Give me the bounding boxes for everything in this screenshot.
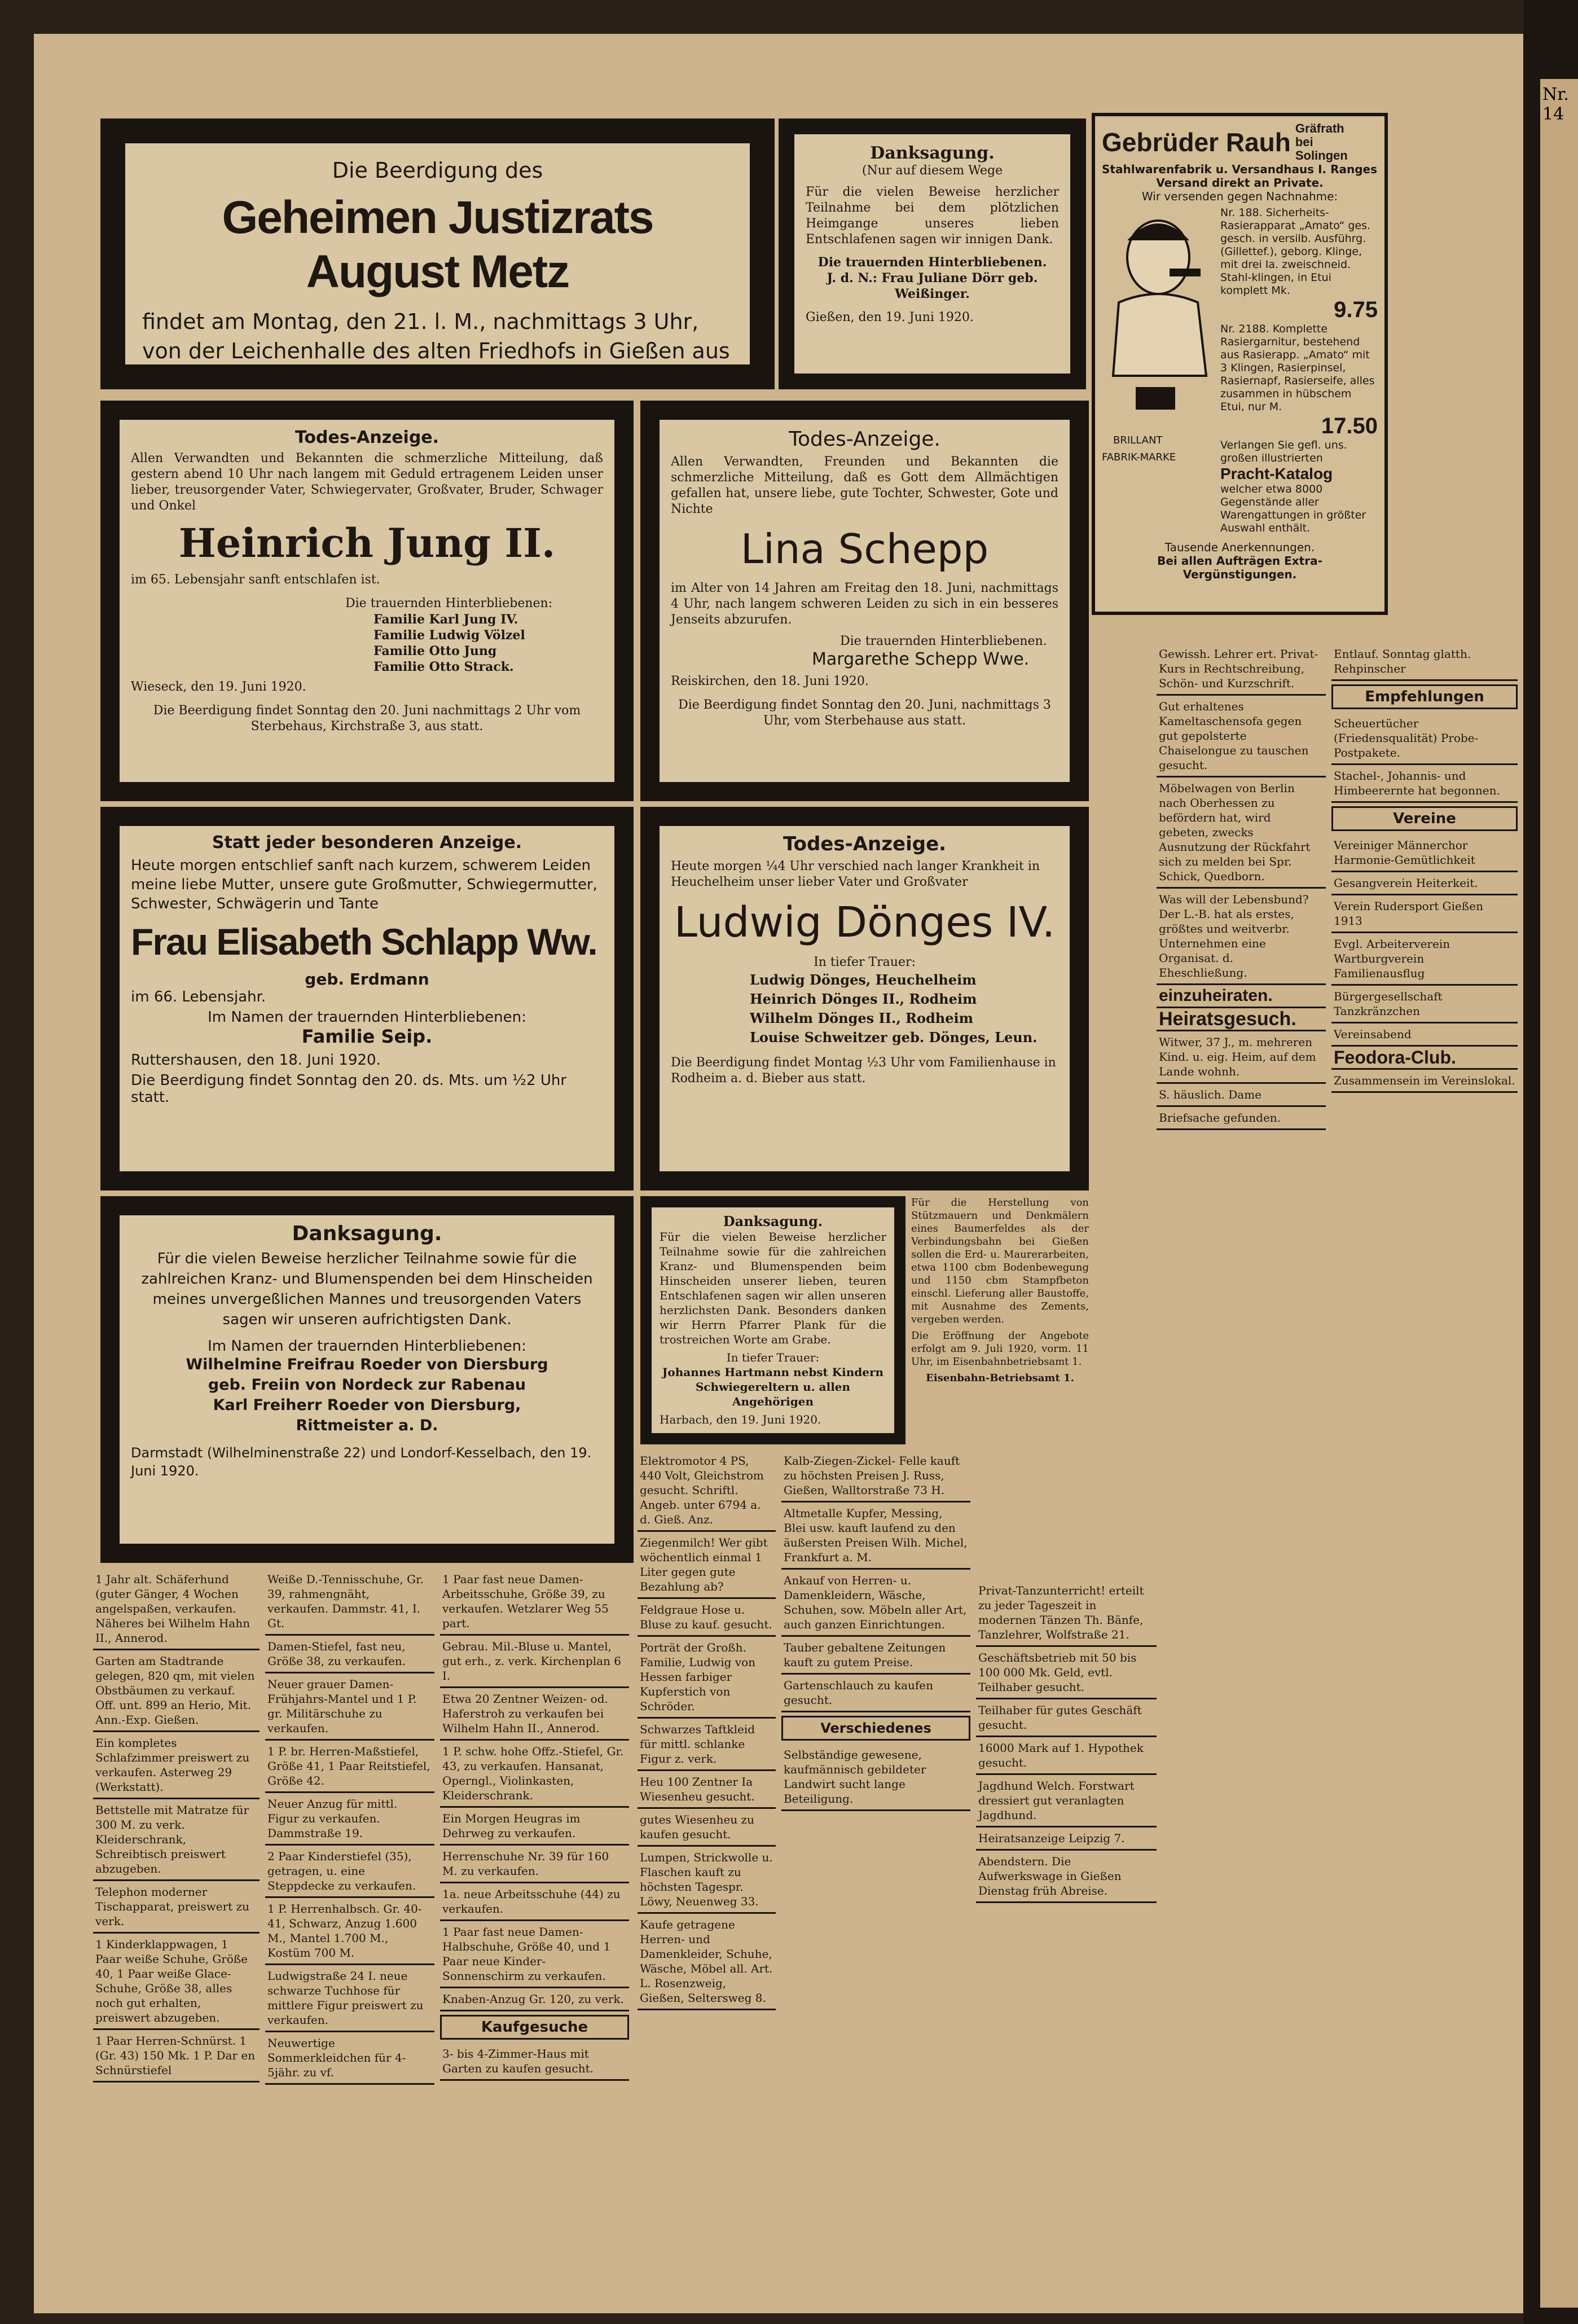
schepp-place: Reiskirchen, den 18. Juni 1920. — [671, 674, 869, 688]
schlapp-mourn: Im Namen der trauernden Hinterbliebenen: — [208, 1009, 526, 1026]
classified-item: 2 Paar Kinderstiefel (35), getragen, u. eine Steppdecke zu verkaufen. — [265, 1846, 434, 1898]
jung-title: Todes-Anzeige. — [294, 428, 439, 447]
rauh-price1: 9.75 — [1334, 297, 1378, 322]
dank1-title: Danksagung. — [870, 143, 995, 163]
classified-item: Kalb-Ziegen-Zickel- Felle kauft zu höchsten Preisen J. Russ, Gießen, Walltorstraße 73 H. — [781, 1450, 970, 1503]
classified-item: Gut erhaltenes Kameltaschensofa gegen gut gepolsterte Chaiselongue zu tauschen gesucht. — [1157, 696, 1326, 777]
classified-item: Abendstern. Die Aufwerkswage in Gießen Dienstag früh Abreise. — [976, 1851, 1157, 1903]
dank1-date: Gießen, den 19. Juni 1920. — [806, 310, 974, 324]
jung-f2: Familie Ludwig Völzel — [373, 628, 525, 643]
classified-item: Neuer Anzug für mittl. Figur zu verkaufen. Dammstraße 19. — [265, 1793, 434, 1846]
rauh-advertisement — [1092, 113, 1388, 615]
classified-item: Knaben-Anzug Gr. 120, zu verk. — [440, 1988, 629, 2011]
donges-name: Ludwig Dönges IV. — [674, 898, 1056, 947]
classified-item: Was will der Lebensbund? Der L.-B. hat als erstes, größtes und weitverbr. Unternehmen eine Organisat. d. Eheschließung. — [1157, 889, 1326, 985]
classified-item: Bürgergesellschaft Tanzkränzchen — [1331, 986, 1518, 1023]
classified-item: Heiratsgesuch. — [1157, 1008, 1326, 1031]
classified-item: Selbständige gewesene, kaufmännisch gebildeter Landwirt sucht lange Beteiligung. — [781, 1744, 970, 1811]
classified-item: 1a. neue Arbeitsschuhe (44) zu verkaufen. — [440, 1883, 629, 1921]
schepp-age: im Alter von 14 Jahren am Freitag den 18. Juni, nachmittags 4 Uhr, nach langem schweren Leiden zu sich in ein besseres Jenseits abzurufen. — [671, 581, 1058, 627]
classified-item: Briefsache gefunden. — [1157, 1107, 1326, 1130]
classified-item: Ludwigstraße 24 I. neue schwarze Tuchhose für mittlere Figur preiswert zu verkaufen. — [265, 1965, 434, 2032]
rauh-line2: Versand direkt an Private. — [1156, 176, 1324, 190]
classified-item: 1 P. schw. hohe Offz.-Stiefel, Gr. 43, zu verkaufen. Hansanat, Operngl., Violinkasten, Kleiderschrank. — [440, 1741, 629, 1808]
schlapp-age: im 66. Lebensjahr. — [131, 989, 266, 1005]
kaufgesuche-heading: Kaufgesuche — [440, 2015, 629, 2040]
classified-item: Geschäftsbetrieb mit 50 bis 100 000 Mk. Geld, evtl. Teilhaber gesucht. — [976, 1647, 1157, 1699]
roeder-title: Danksagung. — [292, 1222, 442, 1245]
jung-f3: Familie Otto Jung — [373, 644, 497, 658]
schlapp-born: geb. Erdmann — [305, 970, 429, 989]
classified-item: 1 Paar Herren-Schnürst. 1 (Gr. 43) 150 Mk. 1 P. Dar en Schnürstiefel — [93, 2030, 260, 2083]
roeder-n2: geb. Freiin von Nordeck zur Rabenau — [208, 1376, 526, 1394]
classified-item: Stachel-, Johannis- und Himbeerernte hat begonnen. — [1331, 765, 1518, 803]
classified-item: einzuheiraten. — [1157, 985, 1326, 1008]
classified-item: Ein Morgen Heugras im Dehrweg zu verkaufen. — [440, 1808, 629, 1846]
classified-item: Neuer grauer Damen-Frühjahrs-Mantel und 1 P. gr. Militärschuhe zu verkaufen. — [265, 1673, 434, 1741]
dank1-body: Für die vielen Beweise herzlicher Teilnahme bei dem plötzlichen Heimgange unseres lieben Entschlafenen sagen wir innigen Dank. — [806, 185, 1059, 247]
rauh-line3: Wir versenden gegen Nachnahme: — [1141, 190, 1338, 203]
classified-column-1 — [93, 1569, 260, 2308]
classified-item: Altmetalle Kupfer, Messing, Blei usw. kauft laufend zu den äußersten Preisen Wilh. Michel, Frankfurt a. M. — [781, 1503, 970, 1570]
classified-item: Ankauf von Herren- u. Damenkleidern, Wäsche, Schuhen, sow. Möbeln aller Art, auch ganzen Einrichtungen. — [781, 1570, 970, 1637]
schepp-name: Lina Schepp — [740, 525, 989, 573]
metz-line1: Die Beerdigung des — [332, 158, 543, 183]
jung-place: Wieseck, den 19. Juni 1920. — [131, 680, 306, 694]
dank2-date: Harbach, den 19. Juni 1920. — [660, 1413, 821, 1426]
rauh-p2: Nr. 2188. Komplette Rasiergarnitur, bestehend aus Rasierapp. „Amato“ mit 3 Klingen, Rasierpinsel, Rasiernapf, Rasierseife, alles zusammen in hübschem Etui, nur M. — [1220, 323, 1375, 413]
classified-item: Zusammensein im Vereinslokal. — [1331, 1070, 1518, 1093]
rauh-price2: 17.50 — [1321, 414, 1378, 438]
next-page-label: Nr. 14 — [1542, 85, 1569, 124]
classified-item: 3- bis 4-Zimmer-Haus mit Garten zu kaufen gesucht. — [440, 2043, 629, 2081]
classified-item: Feldgraue Hose u. Bluse zu kauf. gesucht. — [638, 1599, 776, 1637]
classified-item: Teilhaber für gutes Geschäft gesucht. — [976, 1699, 1157, 1737]
classified-item: Evgl. Arbeiterverein Wartburgverein Familienausflug — [1331, 933, 1518, 986]
classified-item: Porträt der Großh. Familie, Ludwig von Hessen farbiger Kupferstich von Schröder. — [638, 1637, 776, 1719]
roeder-n3: Karl Freiherr Roeder von Diersburg, — [213, 1396, 521, 1414]
jung-burial: Die Beerdigung findet Sonntag den 20. Juni nachmittags 2 Uhr vom Sterbehaus, Kirchstraße 3, aus statt. — [153, 704, 581, 733]
schlapp-burial: Die Beerdigung findet Sonntag den 20. ds. Mts. um ½2 Uhr statt. — [131, 1072, 567, 1106]
classified-column-2 — [265, 1569, 434, 2308]
jung-mourn: Die trauernden Hinterbliebenen: — [345, 596, 553, 610]
verschiedenes-heading: Verschiedenes — [781, 1716, 970, 1741]
classified-item: Vereiniger Männerchor Harmonie-Gemütlichkeit — [1331, 834, 1518, 872]
classified-item: Gartenschlauch zu kaufen gesucht. — [781, 1675, 970, 1712]
rauh-head: Gebrüder Rauh — [1102, 128, 1291, 157]
jung-f1: Familie Karl Jung IV. — [373, 612, 518, 627]
classified-column-6 — [976, 1580, 1157, 2308]
donges-mourn: In tiefer Trauer: — [814, 955, 916, 969]
rauh-p4: Pracht-Katalog — [1220, 465, 1333, 482]
classified-item: 1 P. br. Herren-Maßstiefel, Größe 41, 1 Paar Reitstiefel, Größe 42. — [265, 1741, 434, 1793]
classified-item: Herrenschuhe Nr. 39 für 160 M. zu verkaufen. — [440, 1846, 629, 1883]
schepp-burial: Die Beerdigung findet Sonntag den 20. Juni, nachmittags 3 Uhr, vom Sterbehause aus statt. — [678, 698, 1051, 728]
classified-item: Neuwertige Sommerkleidchen für 4-5jähr. zu vf. — [265, 2032, 434, 2085]
roeder-place: Darmstadt (Wilhelminenstraße 22) und Londorf-Kesselbach, den 19. Juni 1920. — [131, 1445, 592, 1479]
rauh-p1: Nr. 188. Sicherheits-Rasierapparat „Amato“ ges. gesch. in versilb. Ausführg. (Gillettef.), geborg. Klinge, mit drei Ia. zweischneid. Stahl-klingen, in Etui komplett Mk. — [1220, 207, 1371, 297]
rauh-illustration — [1102, 207, 1220, 466]
jung-name: Heinrich Jung II. — [178, 520, 556, 566]
schlapp-place: Ruttershausen, den 18. Juni 1920. — [131, 1052, 381, 1069]
newspaper-page — [34, 34, 1523, 2313]
classified-item: 1 P. Herrenhalbsch. Gr. 40-41, Schwarz, Anzug 1.600 M., Mantel 1.700 M., Kostüm 700 M. — [265, 1898, 434, 1965]
jung-age: im 65. Lebensjahr sanft entschlafen ist. — [131, 573, 380, 587]
classified-item: Gewissh. Lehrer ert. Privat-Kurs in Rechtschreibung, Schön- und Kurzschrift. — [1157, 643, 1326, 696]
schepp-body: Allen Verwandten, Freunden und Bekannten die schmerzliche Mitteilung, daß es Gott dem Allmächtigen gefallen hat, unsere liebe, gute Tochter, Schwester, Gote und Nichte — [671, 455, 1058, 516]
dank2-body: Für die vielen Beweise herzlicher Teilnahme sowie für die zahlreichen Kranz- und Blumenspenden beim Hinscheiden unserer lieben, teuren Entschlafenen sagen wir allen unseren herzlichsten Dank. Besonders danken wir Herrn Pfarrer Plank für die trostreichen Worte am Grabe. — [660, 1230, 886, 1346]
dank2-mourn: In tiefer Trauer: — [726, 1351, 820, 1364]
rauh-brand: BRILLANT — [1113, 434, 1163, 446]
classified-item: Witwer, 37 J., m. mehreren Kind. u. eig. Heim, auf dem Lande wohnh. — [1157, 1031, 1326, 1084]
classified-column-7 — [1157, 643, 1326, 2308]
dank2-title: Danksagung. — [723, 1213, 823, 1229]
todesanzeige-schepp — [640, 401, 1089, 801]
donges-f3: Wilhelm Dönges II., Rodheim — [750, 1010, 974, 1026]
classified-item: Möbelwagen von Berlin nach Oberhessen zu befördern hat, wird gebeten, zwecks Ausnutzung der Rückfahrt sich zu melden bei Spr. Schick, Quedborn. — [1157, 777, 1326, 889]
classified-column-5 — [781, 1450, 970, 2308]
roeder-mourn: Im Namen der trauernden Hinterbliebenen: — [208, 1338, 526, 1355]
dank2-sign: Johannes Hartmann nebst Kindern Schwiegereltern u. allen Angehörigen — [662, 1365, 884, 1408]
classified-item: Bettstelle mit Matratze für 300 M. zu verk. Kleiderschrank, Schreibtisch preiswert abzugeben. — [93, 1799, 260, 1881]
classified-item: Elektromotor 4 PS, 440 Volt, Gleichstrom gesucht. Schriftl. Angeb. unter 6794 a. d. Gieß. Anz. — [638, 1450, 776, 1532]
mid-ad-a2: Die Eröffnung der Angebote erfolgt am 9. Juli 1920, vorm. 11 Uhr, im Eisenbahnbetriebsamt 1. — [911, 1330, 1089, 1368]
empfehlungen-heading: Empfehlungen — [1331, 684, 1518, 709]
classified-item: Gebrau. Mil.-Bluse u. Mantel, gut erh., z. verk. Kirchenplan 6 I. — [440, 1636, 629, 1688]
donges-burial: Die Beerdigung findet Montag ½3 Uhr vom Familienhause in Rodheim a. d. Bieber aus statt. — [671, 1056, 1056, 1086]
dank1-sign: Die trauernden Hinterbliebenen. — [817, 255, 1047, 270]
dank1-sign2: J. d. N.: Frau Juliane Dörr geb. Weißinger. — [827, 271, 1038, 301]
donges-title: Todes-Anzeige. — [783, 833, 947, 855]
danksagung-hartmann — [640, 1196, 906, 1444]
classified-item: Damen-Stiefel, fast neu, Größe 38, zu verkaufen. — [265, 1636, 434, 1673]
classified-item: Vereinsabend — [1331, 1023, 1518, 1047]
classified-item: Feodora-Club. — [1331, 1047, 1518, 1070]
schepp-sign: Margarethe Schepp Wwe. — [812, 649, 1030, 669]
classified-item: Garten am Stadtrande gelegen, 820 qm, mit vielen Obstbäumen zu verkauf. Off. unt. 899 an Herio, Mit. Ann.-Exp. Gießen. — [93, 1650, 260, 1732]
jung-body: Allen Verwandten und Bekannten die schmerzliche Mitteilung, daß gestern abend 10 Uhr nach langem mit Geduld ertragenem Leiden unser lieber, treusorgender Vater, Schwiegervater, Großvater, Bruder, Schwager und Onkel — [131, 451, 603, 513]
mid-ad-a1: Für die Herstellung von Stützmauern und Denkmälern eines Baumerfeldes als der Verbindungsbahn bei Gießen sollen die Erd- u. Maurerarbeiten, etwa 1100 cbm Bodenbewegung und 1150 cbm Stampfbeton einschl. Lieferung aller Baustoffe, mit Ausnahme des Zements, vergeben werden. — [911, 1197, 1089, 1325]
classified-item: gutes Wiesenheu zu kaufen gesucht. — [638, 1809, 776, 1847]
classified-item: Jagdhund Welch. Forstwart dressiert gut veranlagten Jagdhund. — [976, 1775, 1157, 1827]
donges-f4: Louise Schweitzer geb. Dönges, Leun. — [750, 1029, 1038, 1045]
roeder-body: Für die vielen Beweise herzlicher Teilnahme sowie für die zahlreichen Kranz- und Blumenspenden bei dem Hinscheiden meines unvergeßlichen Mannes und treusorgenden Vaters sagen wir unseren aufrichtigsten Dank. — [141, 1250, 593, 1328]
classified-column-3 — [440, 1569, 629, 2308]
classified-column-4 — [638, 1450, 776, 2308]
schlapp-name: Frau Elisabeth Schlapp Ww. — [131, 921, 597, 963]
classified-item: Weiße D.-Tennisschuhe, Gr. 39, rahmengnäht, verkaufen. Dammstr. 41, I. Gt. — [265, 1569, 434, 1636]
donges-f2: Heinrich Dönges II., Rodheim — [750, 991, 977, 1007]
classified-item: Tauber gebaltene Zeitungen kauft zu gutem Preise. — [781, 1637, 970, 1675]
rauh-fabrikmarke: FABRIK-MARKE — [1102, 451, 1176, 463]
classified-item: Heiratsanzeige Leipzig 7. — [976, 1827, 1157, 1851]
vereine-heading: Vereine — [1331, 806, 1518, 831]
schepp-title: Todes-Anzeige. — [789, 428, 940, 451]
classified-item: Schwarzes Taftkleid für mittl. schlanke Figur z. verk. — [638, 1719, 776, 1771]
classified-item: Verein Rudersport Gießen 1913 — [1331, 895, 1518, 933]
classified-item: Ziegenmilch! Wer gibt wöchentlich einmal 1 Liter gegen gute Bezahlung ab? — [638, 1532, 776, 1599]
rauh-p3: Verlangen Sie gefl. uns. großen illustrierten — [1220, 439, 1347, 464]
schlapp-title: Statt jeder besonderen Anzeige. — [212, 833, 522, 853]
rauh-p5: welcher etwa 8000 Gegenstände aller Warengattungen in größter Auswahl enthält. — [1220, 483, 1366, 534]
schepp-mourn: Die trauernden Hinterbliebenen. — [840, 634, 1047, 648]
man-shaving-icon — [1102, 207, 1220, 466]
schlapp-fam: Familie Seip. — [301, 1026, 433, 1047]
classified-item: Etwa 20 Zentner Weizen- od. Haferstroh zu verkaufen bei Wilhelm Hahn II., Annerod. — [440, 1688, 629, 1741]
classified-item: Lumpen, Strickwolle u. Flaschen kauft zu höchsten Tagespr. Löwy, Neuenweg 33. — [638, 1847, 776, 1914]
donges-f1: Ludwig Dönges, Heuchelheim — [750, 972, 977, 988]
classified-item: 1 Paar fast neue Damen-Halbschuhe, Größe 40, und 1 Paar neue Kinder-Sonnenschirm zu verkaufen. — [440, 1921, 629, 1988]
donges-body: Heute morgen ¼4 Uhr verschied nach langer Krankheit in Heuchelheim unser lieber Vater und Großvater — [671, 859, 1040, 889]
classified-item: Gesangverein Heiterkeit. — [1331, 872, 1518, 895]
rauh-head2: Gräfrath bei Solingen — [1295, 121, 1348, 162]
todesanzeige-jung — [100, 401, 634, 801]
rauh-line: Stahlwarenfabrik u. Versandhaus I. Ranges — [1102, 162, 1378, 176]
todesanzeige-schlapp — [100, 807, 634, 1190]
classified-item: 1 Kinderklappwagen, 1 Paar weiße Schuhe, Größe 40, 1 Paar weiße Glace-Schuhe, Größe 38, alles noch gut erhalten, preiswert abzugeben. — [93, 1934, 260, 2030]
metz-announcement — [100, 118, 775, 389]
next-page-edge — [1540, 79, 1578, 2308]
roeder-n4: Rittmeister a. D. — [296, 1417, 438, 1434]
classified-item: 1 Jahr alt. Schäferhund (guter Gänger, 4 Wochen angelspaßen, verkaufen. Näheres bei Wilhelm Hahn II., Annerod. — [93, 1569, 260, 1650]
danksagung-roeder — [100, 1196, 634, 1563]
metz-name: Geheimen Justizrats August Metz — [222, 192, 653, 297]
todesanzeige-donges — [640, 807, 1089, 1190]
classified-item: Ein kompletes Schlafzimmer preiswert zu verkaufen. Asterweg 29 (Werkstatt). — [93, 1732, 260, 1799]
classified-item: Telephon moderner Tischapparat, preiswert zu verk. — [93, 1881, 260, 1934]
rauh-p6: Tausende Anerkennungen. — [1164, 541, 1315, 554]
classified-item: 1 Paar fast neue Damen-Arbeitsschuhe, Größe 39, zu verkaufen. Wetzlarer Weg 55 part. — [440, 1569, 629, 1636]
dank1-sub: (Nur auf diesem Wege — [861, 164, 1003, 178]
classified-item: Privat-Tanzunterricht! erteilt zu jeder Tageszeit in modernen Tänzen Th. Bänfe, Tanzlehrer, Wolfstraße 21. — [976, 1580, 1157, 1647]
mid-ad-a3: Eisenbahn-Betriebsamt 1. — [926, 1372, 1074, 1384]
classified-item: Kaufe getragene Herren- und Damenkleider, Schuhe, Wäsche, Möbel all. Art. L. Rosenzweig, Gießen, Seltersweg 8. — [638, 1914, 776, 2010]
roeder-n1: Wilhelmine Freifrau Roeder von Diersburg — [186, 1356, 548, 1373]
jung-f4: Familie Otto Strack. — [373, 660, 514, 674]
rauh-p7: Bei allen Aufträgen Extra-Vergünstigungen. — [1157, 554, 1322, 581]
metz-body: findet am Montag, den 21. l. M., nachmittags 3 Uhr, von der Leichenhalle des alten Friedhofs in Gießen aus statt. — [142, 309, 730, 389]
classified-item: Heu 100 Zentner Ia Wiesenheu gesucht. — [638, 1771, 776, 1809]
classified-item: 16000 Mark auf 1. Hypothek gesucht. — [976, 1737, 1157, 1775]
classified-column-8 — [1331, 643, 1518, 2308]
classified-item: S. häuslich. Dame — [1157, 1084, 1326, 1107]
schlapp-body: Heute morgen entschlief sanft nach kurzem, schwerem Leiden meine liebe Mutter, unsere gute Großmutter, Schwiegermutter, Schwester, Schwägerin und Tante — [131, 857, 597, 912]
classified-item: Entlauf. Sonntag glatth. Rehpinscher — [1331, 643, 1518, 681]
danksagung-doerr — [779, 118, 1086, 389]
classified-item: Scheuertücher (Friedensqualität) Probe-Postpakete. — [1331, 713, 1518, 765]
